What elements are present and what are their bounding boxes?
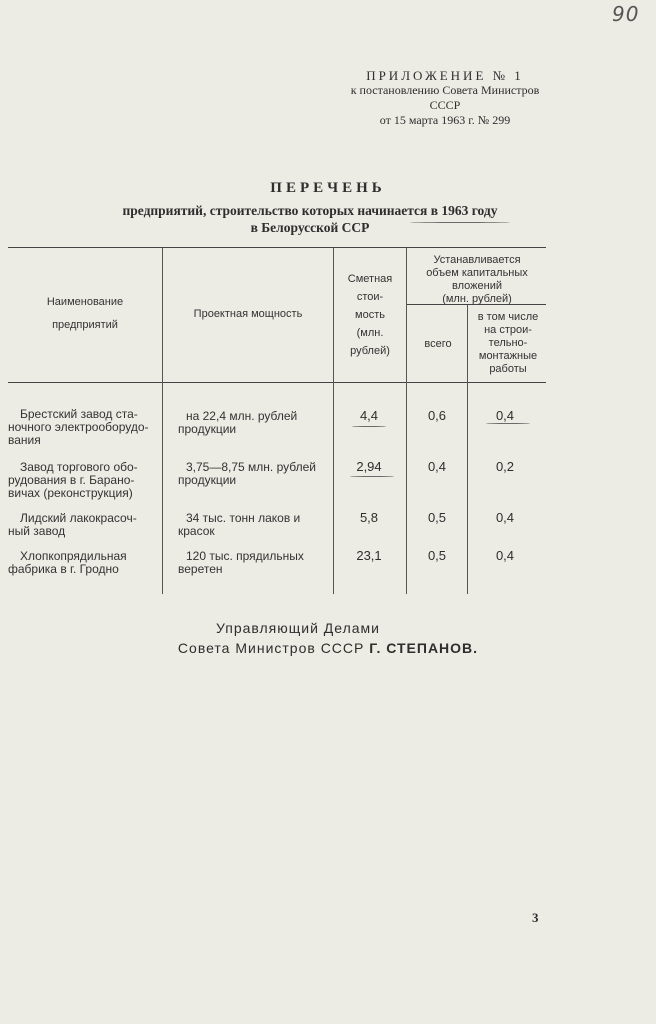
table-row-2-cost: 2,94 [356, 459, 382, 474]
pencil-mark-row-2-cost [350, 476, 394, 477]
appendix-title: ПРИЛОЖЕНИЕ № 1 [366, 68, 524, 83]
appendix-line-3: от 15 марта 1963 г. № 299 [379, 113, 511, 127]
table-row-3-capacity: 34 тыс. тонн лаков и красок [178, 511, 301, 538]
table-row-1-name: Брестский завод ста- ночного электрооборудо- вания [8, 407, 149, 447]
pencil-underline [410, 222, 510, 223]
table-header-rule [8, 382, 546, 383]
document-title: ПЕРЕЧЕНЬ [270, 180, 386, 196]
table-row-1-total: 0,6 [427, 408, 447, 423]
page-number: 3 [532, 910, 539, 925]
appendix-header [300, 68, 590, 128]
signature-position: Совета Министров СССР [177, 640, 365, 656]
subtitle-line-1: предприятий, строительство которых начинается в 1963 году [122, 203, 498, 218]
pencil-mark-row-1-cost [352, 426, 386, 427]
header-construction: в том числе на строи- тельно- монтажные работы [477, 311, 539, 375]
appendix-line-2: СССР [429, 98, 461, 112]
signature-line-1: Управляющий Делами [215, 620, 381, 636]
table-row-4-total: 0,5 [427, 548, 447, 563]
table-row-1-capacity: на 22,4 млн. рублей продукции [178, 409, 298, 436]
table-row-4-cost: 23,1 [356, 548, 382, 563]
subtitle-line-2: в Белорусской ССР [250, 220, 370, 235]
signature-name: Г. СТЕПАНОВ. [369, 640, 479, 656]
table-row-3-construction: 0,4 [495, 510, 515, 525]
header-capacity: Проектная мощность [193, 308, 303, 320]
pencil-mark-row-1-construction [486, 423, 530, 424]
header-cost: Сметная стои- мость (млн. рублей) [347, 273, 393, 357]
table-top-rule [8, 247, 546, 248]
appendix-line-1: к постановлению Совета Министров [350, 83, 540, 97]
header-name: Наименование предприятий [46, 296, 124, 331]
table-row-2-construction: 0,2 [495, 459, 515, 474]
handwritten-page-number: 90 [612, 2, 640, 26]
table-row-3-total: 0,5 [427, 510, 447, 525]
table-row-1-construction: 0,4 [495, 408, 515, 423]
table-row-2-name: Завод торгового обо- рудования в г. Барано- вичах (реконструкция) [8, 460, 138, 500]
document-subtitle [40, 202, 580, 236]
table-row-4-capacity: 120 тыс. прядильных веретен [178, 549, 304, 576]
header-total: всего [424, 338, 452, 350]
table-row-4-name: Хлопкопрядильная фабрика в г. Гродно [8, 549, 127, 576]
table-row-2-capacity: 3,75—8,75 млн. рублей продукции [178, 460, 316, 487]
col-divider-1 [162, 248, 163, 594]
signature-line-2 [0, 638, 656, 658]
table-row-1-cost: 4,4 [359, 408, 379, 423]
table-row-2-total: 0,4 [427, 459, 447, 474]
table-row-3-cost: 5,8 [359, 510, 379, 525]
table-row-3-name: Лидский лакокрасоч- ный завод [8, 511, 137, 538]
header-investment: Устанавливается объем капитальных вложений (млн. рублей) [426, 254, 528, 305]
table-row-4-construction: 0,4 [495, 548, 515, 563]
